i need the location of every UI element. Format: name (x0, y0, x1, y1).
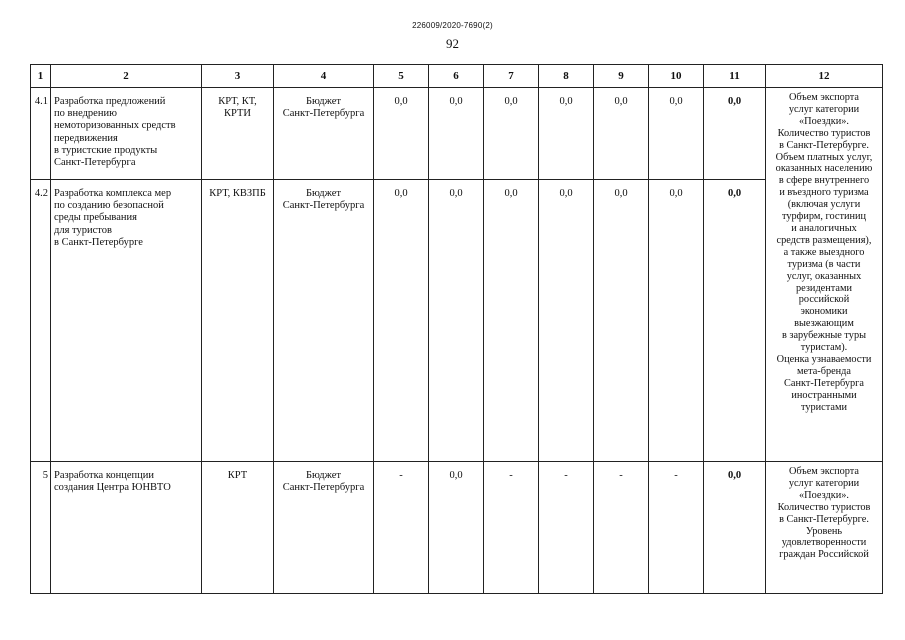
activity-name: Разработка комплекса мер по созданию безопасной среды пребывания для туристов в Санкт-Петербурге (51, 180, 202, 462)
col-header: 4 (274, 65, 374, 88)
value-cell: - (374, 462, 429, 594)
table-row (31, 462, 883, 594)
value-cell: 0,0 (429, 462, 484, 594)
value-cell: 0,0 (374, 88, 429, 180)
value-cell: 0,0 (539, 88, 594, 180)
value-cell: - (649, 462, 704, 594)
executors: КРТ, КТ, КРТИ (202, 88, 274, 180)
total-cell: 0,0 (704, 88, 766, 180)
value-cell: 0,0 (374, 180, 429, 462)
col-header: 6 (429, 65, 484, 88)
value-cell: - (594, 462, 649, 594)
header-row (31, 65, 883, 88)
table-row (31, 88, 883, 180)
value-cell: 0,0 (649, 88, 704, 180)
funding-source: Бюджет Санкт-Петербурга (274, 462, 374, 594)
value-cell: 0,0 (429, 88, 484, 180)
col-header: 3 (202, 65, 274, 88)
executors: КРТ (202, 462, 274, 594)
col-header: 9 (594, 65, 649, 88)
col-header: 12 (766, 65, 883, 88)
value-cell: 0,0 (594, 88, 649, 180)
total-cell: 0,0 (704, 462, 766, 594)
value-cell: 0,0 (429, 180, 484, 462)
row-number: 4.1 (31, 88, 51, 180)
indicators-cell: Объем экспорта услуг категории «Поездки». Количество туристов в Санкт-Петербурге. Уровень удовлетворенности граждан Российской (766, 462, 883, 594)
activity-name: Разработка концепции создания Центра ЮНВТО (51, 462, 202, 594)
col-header: 11 (704, 65, 766, 88)
col-header: 10 (649, 65, 704, 88)
value-cell: 0,0 (649, 180, 704, 462)
indicators-cell: Объем экспорта услуг категории «Поездки». Количество туристов в Санкт-Петербурге. Объем платных услуг, оказанных населению в сфере внутреннего и въездного туризма (включая услуги турфирм, гостиниц и аналогичных средств размещения), а также выездного туризма (в части услуг, оказанных резидентами российской экономики выезжающим в зарубежные туры туристам). Оценка узнаваемости мета-бренда Санкт-Петербурга иностранными туристами (766, 88, 883, 462)
value-cell: - (484, 462, 539, 594)
col-header: 7 (484, 65, 539, 88)
table-row (31, 180, 883, 462)
col-header: 5 (374, 65, 429, 88)
program-table (30, 64, 883, 594)
col-header: 8 (539, 65, 594, 88)
row-number: 4.2 (31, 180, 51, 462)
executors: КРТ, КВЗПБ (202, 180, 274, 462)
col-header: 2 (51, 65, 202, 88)
value-cell: 0,0 (594, 180, 649, 462)
value-cell: 0,0 (539, 180, 594, 462)
total-cell: 0,0 (704, 180, 766, 462)
col-header: 1 (31, 65, 51, 88)
funding-source: Бюджет Санкт-Петербурга (274, 180, 374, 462)
funding-source: Бюджет Санкт-Петербурга (274, 88, 374, 180)
document-id: 226009/2020-7690(2) (412, 21, 493, 30)
row-number: 5 (31, 462, 51, 594)
page-number: 92 (446, 36, 459, 51)
value-cell: 0,0 (484, 180, 539, 462)
value-cell: 0,0 (484, 88, 539, 180)
activity-name: Разработка предложений по внедрению немоторизованных средств передвижения в туристские продукты Санкт-Петербурга (51, 88, 202, 180)
value-cell: - (539, 462, 594, 594)
